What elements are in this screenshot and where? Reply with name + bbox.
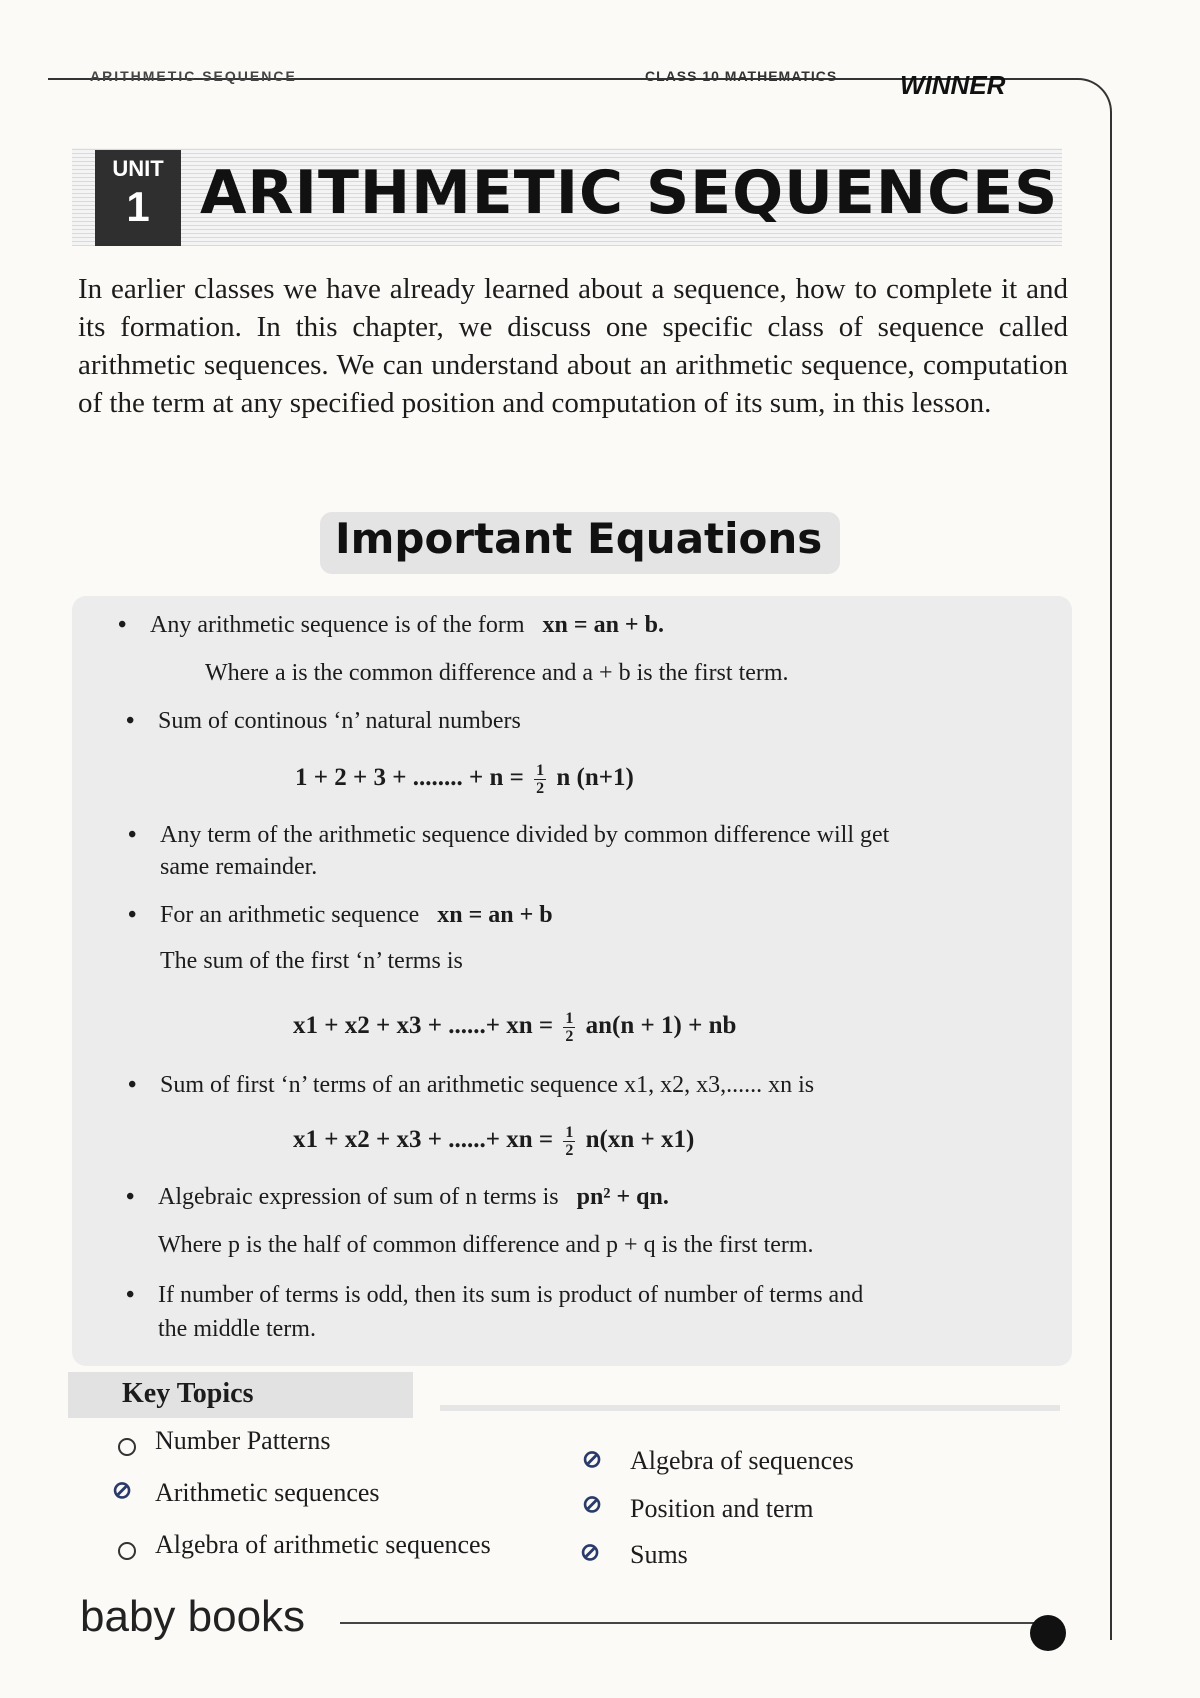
ticked-circle-icon: ⊘	[112, 1478, 133, 1504]
unit-label: UNIT	[112, 156, 164, 181]
formula-sum-first-last	[293, 1124, 694, 1159]
topic-item: Algebra of arithmetic sequences	[155, 1530, 491, 1559]
formula-left: x1 + x2 + x3 + ......+ xn =	[293, 1012, 554, 1040]
topic-circle-icon	[118, 1438, 136, 1456]
equation-bullet: • Sum of first ‘n’ terms of an arithmetic sequence x1, x2, x3,...... xn is	[160, 1072, 814, 1099]
unit-number: 1	[126, 183, 150, 230]
unit-badge	[95, 150, 181, 246]
equation-bullet	[158, 1184, 669, 1211]
equation-bullet	[150, 612, 664, 639]
topic-circle-icon	[118, 1542, 136, 1560]
topic-item: Algebra of sequences	[630, 1446, 854, 1475]
intro-paragraph: In earlier classes we have already learned about a sequence, how to complete it and its formation. In this chapter, we discuss one specific class of sequence called arithmetic sequences. We can understand about an arithmetic sequence, computation of the term at any specified position and computation of its sum, in this lesson.	[78, 273, 1068, 419]
equation-bullet: • If number of terms is odd, then its sum is product of number of terms and	[158, 1282, 863, 1309]
bullet-note: The sum of the first ‘n’ terms is	[160, 948, 463, 974]
ticked-circle-icon: ⊘	[582, 1447, 603, 1473]
fraction-half: $\frac{1}{2}$	[536, 762, 545, 797]
brand-logo: WINNER	[900, 70, 1006, 100]
formula-sum-n-terms	[293, 1010, 736, 1045]
formula-left: 1 + 2 + 3 + ........ + n =	[295, 764, 524, 792]
formula-right: n(xn + x1)	[585, 1126, 695, 1154]
bullet-text-cont: same remainder.	[160, 854, 318, 880]
bullet-text-cont: the middle term.	[158, 1316, 316, 1342]
formula: pn² + qn.	[576, 1184, 669, 1210]
equation-bullet	[160, 902, 553, 929]
topic-item: Arithmetic sequences	[155, 1478, 380, 1507]
header-subject: CLASS 10 MATHEMATICS	[645, 68, 838, 84]
bullet-text: For an arithmetic sequence	[160, 902, 420, 928]
key-topics-heading: Key Topics	[122, 1378, 254, 1409]
page-title: ARITHMETIC SEQUENCES	[200, 158, 1059, 228]
key-topics-rule	[440, 1405, 1060, 1411]
ticked-circle-icon: ⊘	[582, 1492, 603, 1518]
bullet-text: Any arithmetic sequence is of the form	[150, 612, 525, 638]
ticked-circle-icon: ⊘	[580, 1540, 601, 1566]
formula: xn = an + b.	[542, 612, 664, 638]
equation-bullet: • Any term of the arithmetic sequence divided by common difference will get	[160, 822, 889, 849]
formula-natural-sum	[295, 762, 634, 797]
formula: xn = an + b	[437, 902, 553, 928]
footer-rule	[340, 1622, 1040, 1624]
equations-heading: Important Equations	[335, 514, 823, 563]
bullet-note: Where p is the half of common difference and p + q is the first term.	[158, 1232, 814, 1258]
publisher-logo: baby books	[80, 1592, 306, 1641]
equation-bullet: • Sum of continous ‘n’ natural numbers	[158, 708, 521, 735]
fraction-half: $\frac{1}{2}$	[565, 1010, 574, 1045]
fraction-half: $\frac{1}{2}$	[565, 1124, 574, 1159]
topic-item: Number Patterns	[155, 1426, 331, 1455]
header-chapter-name: ARITHMETIC SEQUENCE	[90, 68, 297, 84]
bullet-text: Algebraic expression of sum of n terms is	[158, 1184, 559, 1210]
formula-left: x1 + x2 + x3 + ......+ xn =	[293, 1126, 554, 1154]
topic-item: Position and term	[630, 1494, 814, 1523]
formula-right: n (n+1)	[556, 764, 634, 792]
topic-item: Sums	[630, 1540, 688, 1569]
formula-right: an(n + 1) + nb	[585, 1012, 737, 1040]
page-number-badge	[1030, 1615, 1066, 1651]
bullet-note: Where a is the common difference and a + b is the first term.	[205, 660, 789, 686]
